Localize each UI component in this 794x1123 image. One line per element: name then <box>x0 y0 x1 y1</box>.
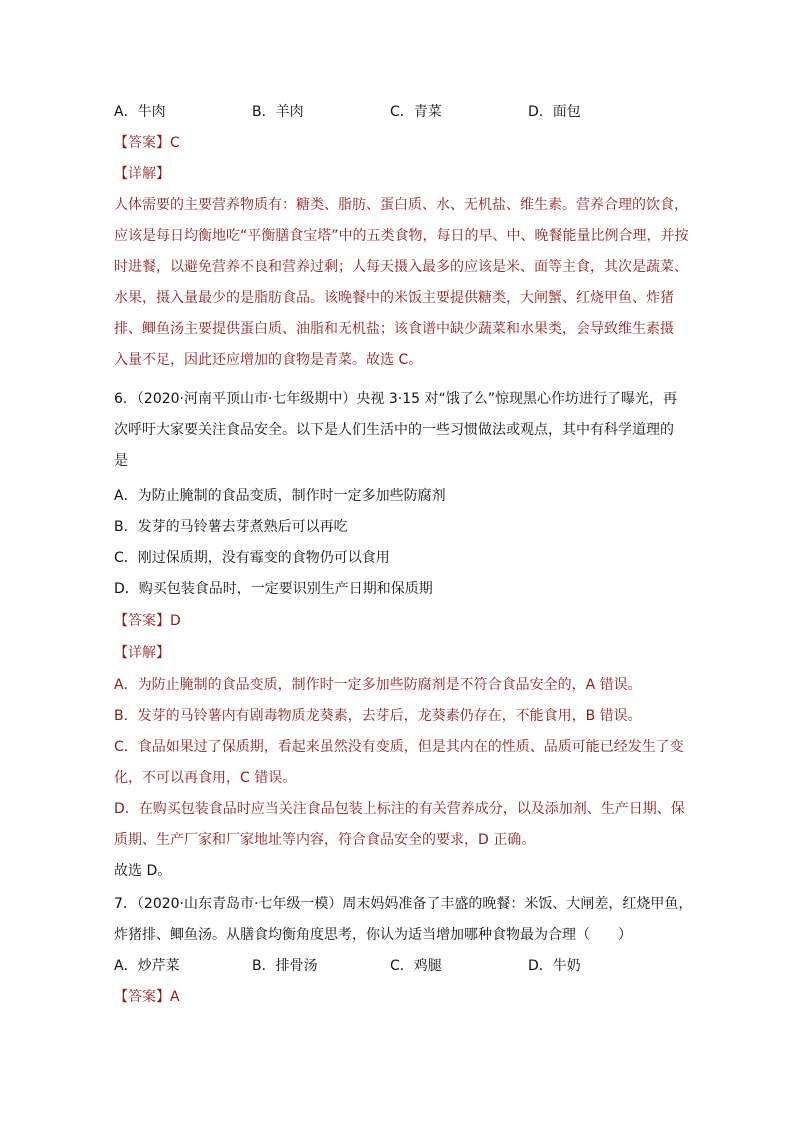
q6-explain-line: 化，不可以再食用，C 错误。 <box>114 770 297 786</box>
q5-option-c: C．青菜 <box>390 104 442 120</box>
q6-explain-line: 质期、生产厂家和厂家地址等内容，符合食品安全的要求，D 正确。 <box>114 832 536 848</box>
q6-stem-line: 是 <box>114 453 128 469</box>
q6-option-a: A．为防止腌制的食品变质，制作时一定多加些防腐剂 <box>114 488 446 504</box>
answer-label: 【答案】 <box>114 135 170 151</box>
q5-explain-label: 【详解】 <box>114 166 170 182</box>
q5-option-b: B．羊肉 <box>252 104 304 120</box>
q6-explain-line: C．食品如果过了保质期，看起来虽然没有变质，但是其内在的性质、品质可能已经发生了变 <box>114 739 684 755</box>
q7-option-a: A．炒芹菜 <box>114 958 180 974</box>
answer-value: D <box>170 613 181 629</box>
q6-option-d: D．购买包装食品时，一定要识别生产日期和保质期 <box>114 581 433 597</box>
q6-option-b: B．发芽的马铃薯去芽煮熟后可以再吃 <box>114 519 348 535</box>
q6-option-c: C．刚过保质期，没有霉变的食物仍可以食用 <box>114 550 390 566</box>
answer-value: C <box>170 135 180 151</box>
q6-explain-line: B．发芽的马铃薯内有剧毒物质龙葵素，去芽后，龙葵素仍存在，不能食用，B 错误。 <box>114 708 642 724</box>
q7-option-d: D．牛奶 <box>528 958 581 974</box>
q5-answer <box>114 133 180 153</box>
q7-option-b: B．排骨汤 <box>252 958 318 974</box>
q5-explain-line: 入量不足，因此还应增加的食物是青菜。故选 C。 <box>114 352 423 368</box>
q7-stem-line: 炸猪排、鲫鱼汤。从膳食均衡角度思考，你认为适当增加哪种食物最为合理（ ） <box>114 927 632 943</box>
q5-explain-line: 应该是每日均衡地吃“平衡膳食宝塔”中的五类食物，每日的早、中、晚餐能量比例合理，并按 <box>114 228 689 244</box>
q5-explain-line: 时进餐，以避免营养不良和营养过剩；人每天摄入最多的应该是米、面等主食，其次是蔬菜、 <box>114 259 688 275</box>
q6-stem-line: 次呼吁大家要关注食品安全。以下是人们生活中的一些习惯做法或观点，其中有科学道理的 <box>114 422 674 438</box>
q5-explain-line: 排、鲫鱼汤主要提供蛋白质、油脂和无机盐；该食谱中缺少蔬菜和水果类，会导致维生素摄 <box>114 321 674 337</box>
q7-stem-line: 7．（2020·山东青岛市·七年级一模）周末妈妈准备了丰盛的晚餐：米饭、大闸差，红烧甲鱼， <box>114 896 693 912</box>
q5-option-a: A．牛肉 <box>114 104 166 120</box>
answer-label: 【答案】 <box>114 613 170 629</box>
q6-conclusion: 故选 D。 <box>114 863 172 879</box>
q6-answer <box>114 611 181 631</box>
q6-stem-line: 6．（2020·河南平顶山市·七年级期中）央视 3·15 对“饿了么”惊现黑心作坊进行了曝光，再 <box>114 391 678 407</box>
answer-label: 【答案】 <box>114 989 170 1005</box>
q6-explain-line: D．在购买包装食品时应当关注食品包装上标注的有关营养成分，以及添加剂、生产日期、保 <box>114 801 685 817</box>
q5-explain-line: 人体需要的主要营养物质有：糖类、脂肪、蛋白质、水、无机盐、维生素。营养合理的饮食， <box>114 197 688 213</box>
q7-option-c: C．鸡腿 <box>390 958 442 974</box>
q7-answer <box>114 987 180 1007</box>
answer-value: A <box>170 989 180 1005</box>
q5-explain-line: 水果，摄入量最少的是脂肪食品。该晚餐中的米饭主要提供糖类，大闸蟹、红烧甲鱼、炸猪 <box>114 290 674 306</box>
q6-explain-line: A．为防止腌制的食品变质，制作时一定多加些防腐剂是不符合食品安全的，A 错误。 <box>114 677 642 693</box>
q7-options-row <box>0 956 794 976</box>
q5-options-row <box>0 102 794 122</box>
q6-explain-label: 【详解】 <box>114 645 170 661</box>
q5-option-d: D．面包 <box>528 104 581 120</box>
